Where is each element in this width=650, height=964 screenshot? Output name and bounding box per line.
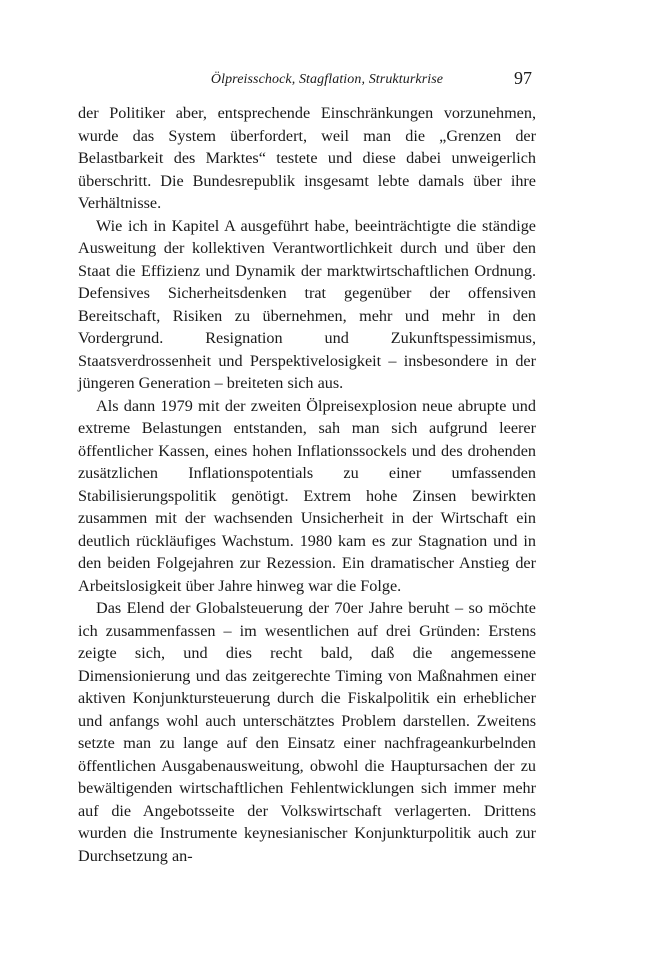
paragraph: Als dann 1979 mit der zweiten Ölpreisexplosion neue abrupte und extreme Belastungen entstanden, sah man sich aufgrund leerer öffentlicher Kassen, eines hohen Inflationssockels und des drohenden zusätzlichen Inflationspotentials zu einer umfassenden Stabilisierungspolitik genötigt. Extrem hohe Zinsen bewirkten zusammen mit der wachsenden Unsicherheit in der Wirtschaft ein deutlich rückläufiges Wachstum. 1980 kam es zur Stagnation und in den beiden Folgejahren zur Rezession. Ein dramatischer Anstieg der Arbeitslosigkeit über Jahre hinweg war die Folge. [78,396,536,595]
paragraph: Das Elend der Globalsteuerung der 70er Jahre beruht – so möchte ich zusammenfassen – im wesentlichen auf drei Gründen: Erstens zeigte sich, und dies recht bald, daß die angemessene Dimensionierung und das zeitgerechte Timing von Maßnahmen einer aktiven Konjunktursteuerung durch die Fiskalpolitik ein erheblicher und anfangs wohl auch unterschätztes Problem darstellen. Zweitens setzte man zu lange auf den Einsatz einer nachfrageankurbelnden öffentlichen Ausgabenausweitung, obwohl die Hauptursachen der zu bewältigenden wirtschaftlichen Fehlentwicklungen sich immer mehr auf die Angebotsseite der Volkswirtschaft verlagerten. Drittens wurden die Instrumente keynesianischer Konjunkturpolitik auch zur Durchsetzung an- [78,599,536,865]
page-number: 97 [514,68,532,88]
running-title: Ölpreisschock, Stagflation, Strukturkrise [210,72,444,87]
body-text [78,102,536,867]
paragraph: Wie ich in Kapitel A ausgeführt habe, beeinträchtigte die ständige Ausweitung der kollektiven Verantwortlichkeit durch und über den Staat die Effizienz und Dynamik der marktwirtschaftlichen Ordnung. Defensives Sicherheitsdenken trat gegenüber der offensiven Bereitschaft, Risiken zu übernehmen, mehr und mehr in den Vordergrund. Resignation und Zukunftspessimismus, Staatsverdrossenheit und Perspektivelosigkeit – insbesondere in der jüngeren Generation – breiteten sich aus. [78,216,536,392]
running-header [78,70,536,94]
paragraph-continued: der Politiker aber, entsprechende Einschränkungen vorzunehmen, wurde das System überfordert, weil man die „Grenzen der Belastbarkeit des Marktes“ testete und diese dabei unweigerlich überschritt. Die Bundesrepublik insgesamt lebte damals über ihre Verhältnisse. [78,104,536,212]
